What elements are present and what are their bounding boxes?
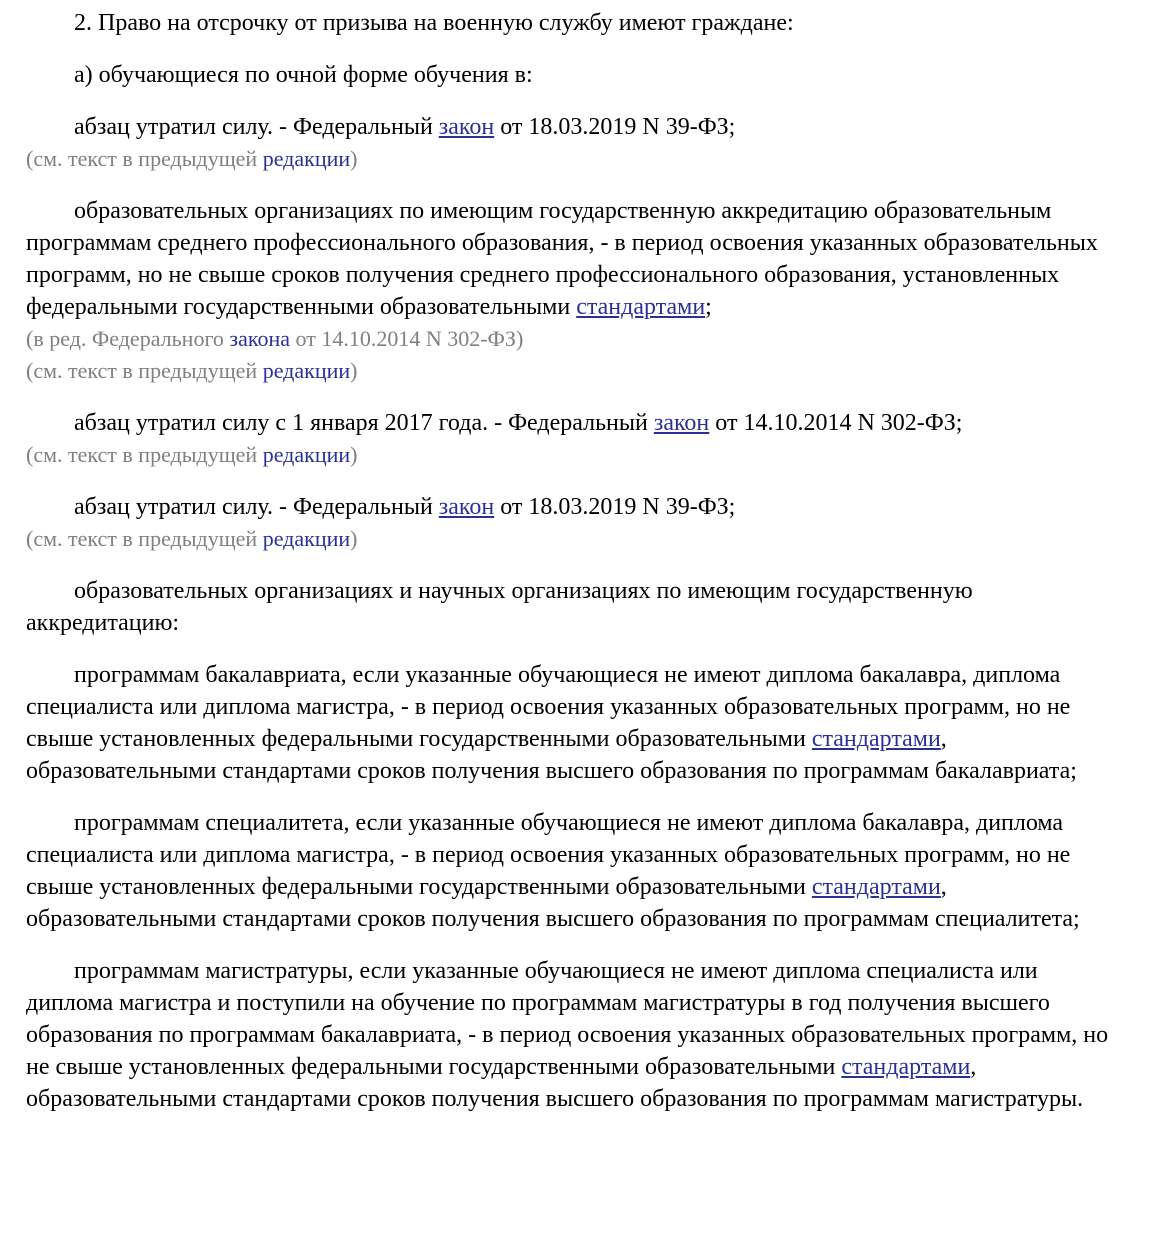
standards-link[interactable]: стандартами — [576, 294, 706, 320]
edition-note: (см. текст в предыдущей редакции) — [26, 526, 358, 551]
paragraph-secondary-vocational: образовательных организациях по имеющим государственную аккредитацию образовательным программам среднего профессионального образования, - в период освоения указанных образовательных программ, но не свыше сроков получения среднего профессионального образования, установленных федеральными государственными образовательными стандартами; — [26, 198, 1098, 320]
edition-note: (см. текст в предыдущей редакции) — [26, 358, 358, 383]
paragraph-bachelor-programs: программам бакалавриата, если указанные обучающиеся не имеют диплома бакалавра, диплома специалиста или диплома магистра, - в период освоения указанных образовательных программ, но не свыше установленных федеральными государственными образовательными стандартами, образовательными стандартами сроков получения высшего образования по программам бакалавриата; — [26, 662, 1077, 784]
law-link[interactable]: закон — [438, 114, 495, 140]
paragraph-repealed-2: абзац утратил силу. - Федеральный закон от 18.03.2019 N 39-ФЗ; — [74, 494, 736, 520]
paragraph-repealed-1: абзац утратил силу. - Федеральный закон от 18.03.2019 N 39-ФЗ; — [74, 114, 736, 140]
edition-note: (см. текст в предыдущей редакции) — [26, 442, 358, 467]
paragraph-right-to-deferment: 2. Право на отсрочку от призыва на военную службу имеют граждане: — [74, 10, 794, 36]
paragraph-specialist-programs: программам специалитета, если указанные обучающиеся не имеют диплома бакалавра, диплома специалиста или диплома магистра, - в период освоения указанных образовательных программ, но не свыше установленных федеральными государственными образовательными стандартами, образовательными стандартами сроков получения высшего образования по программам специалитета; — [26, 810, 1080, 932]
edition-note: (см. текст в предыдущей редакции) — [26, 146, 358, 171]
law-link[interactable]: закона — [229, 326, 290, 351]
paragraph-full-time-students: а) обучающиеся по очной форме обучения в: — [74, 62, 533, 88]
edition-link[interactable]: редакции — [262, 146, 351, 171]
edition-link[interactable]: редакции — [262, 358, 351, 383]
edition-link[interactable]: редакции — [262, 442, 351, 467]
amendment-note: (в ред. Федерального закона от 14.10.2014 N 302-ФЗ) — [26, 326, 524, 351]
edition-link[interactable]: редакции — [262, 526, 351, 551]
standards-link[interactable]: стандартами — [841, 1054, 971, 1080]
standards-link[interactable]: стандартами — [811, 874, 941, 900]
law-link[interactable]: закон — [438, 494, 495, 520]
standards-link[interactable]: стандартами — [811, 726, 941, 752]
paragraph-repealed-2017: абзац утратил силу с 1 января 2017 года. - Федеральный закон от 14.10.2014 N 302-ФЗ; — [74, 410, 963, 436]
paragraph-educational-scientific-orgs: образовательных организациях и научных организациях по имеющим государственную аккредитацию: — [26, 578, 973, 636]
paragraph-master-programs: программам магистратуры, если указанные обучающиеся не имеют диплома специалиста или диплома магистра и поступили на обучение по программам магистратуры в год получения высшего образования по программам бакалавриата, - в период освоения указанных образовательных программ, но не свыше установленных федеральными государственными образовательными стандартами, образовательными стандартами сроков получения высшего образования по программам магистратуры. — [26, 958, 1109, 1112]
law-link[interactable]: закон — [653, 410, 710, 436]
